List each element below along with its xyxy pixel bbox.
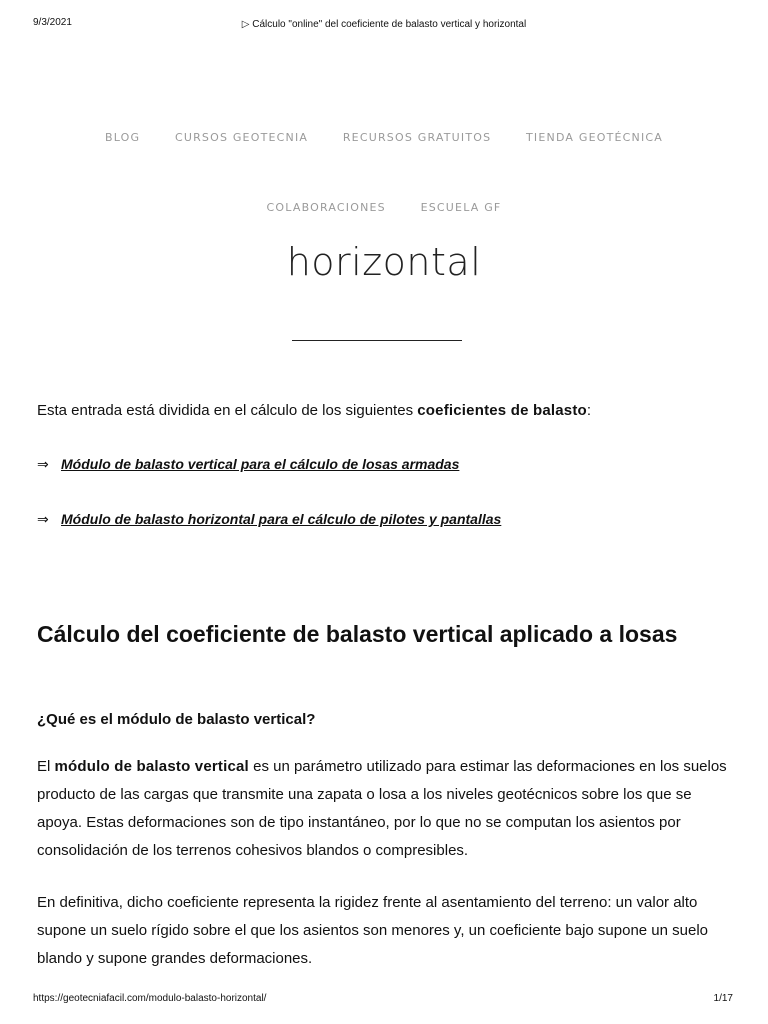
paragraph-1-rest: es un parámetro utilizado para estimar las deformaciones en los suelos producto de las cargas que transmite una zapata o losa a los niveles geotécnicos sobre los que se apoya. Estas deformaciones son de tipo instantáneo, por lo que no se computan los asientos por consolidación de los terrenos cohesivos blandos o compresibles.	[37, 758, 727, 859]
nav-row-2	[0, 201, 768, 214]
sub-heading: ¿Qué es el módulo de balasto vertical?	[37, 711, 316, 728]
print-header-date: 9/3/2021	[33, 17, 72, 28]
nav-item-cursos-geotecnia[interactable]: CURSOS GEOTECNIA	[174, 131, 309, 144]
print-footer-page-number: 1/17	[713, 993, 733, 1004]
intro-prefix: Esta entrada está dividida en el cálculo de los siguientes	[37, 402, 418, 419]
link-balasto-horizontal[interactable]: Módulo de balasto horizontal para el cálculo de pilotes y pantallas	[61, 511, 502, 527]
nav-item-tienda-geotecnica[interactable]: TIENDA GEOTÉCNICA	[526, 131, 664, 144]
intro-bold: coeficientes de balasto	[417, 402, 587, 419]
paragraph-2: En definitiva, dicho coeficiente representa la rigidez frente al asentamiento del terreno: un valor alto supone un suelo rígido sobre el que los asientos son menores y, un coeficiente bajo supone un suelo blando y supone grandes deformaciones.	[37, 894, 709, 967]
paragraph-1	[37, 753, 737, 865]
intro-text	[37, 402, 591, 419]
nav-item-blog[interactable]: BLOG	[104, 131, 141, 144]
nav-item-colaboraciones[interactable]: COLABORACIONES	[266, 201, 386, 214]
list-item	[37, 456, 459, 473]
intro-suffix: :	[586, 402, 592, 419]
list-item	[37, 511, 501, 528]
nav-item-escuela-gf[interactable]: ESCUELA GF	[420, 201, 502, 214]
title-divider	[292, 340, 462, 341]
page-title: horizontal	[286, 240, 482, 284]
nav-row-1	[0, 131, 768, 144]
link-balasto-vertical[interactable]: Módulo de balasto vertical para el cálculo de losas armadas	[61, 456, 460, 472]
arrow-icon: ⇒	[37, 457, 49, 473]
section-heading: Cálculo del coeficiente de balasto vertical aplicado a losas	[37, 621, 678, 647]
print-header-title: ▷ Cálculo "online" del coeficiente de balasto vertical y horizontal	[241, 19, 527, 30]
paragraph-1-bold: módulo de balasto vertical	[54, 758, 249, 775]
nav-item-recursos-gratuitos[interactable]: RECURSOS GRATUITOS	[342, 131, 492, 144]
paragraph-1-prefix: El	[37, 758, 55, 775]
print-footer-url: https://geotecniafacil.com/modulo-balasto-horizontal/	[33, 993, 267, 1004]
arrow-icon: ⇒	[37, 512, 49, 528]
